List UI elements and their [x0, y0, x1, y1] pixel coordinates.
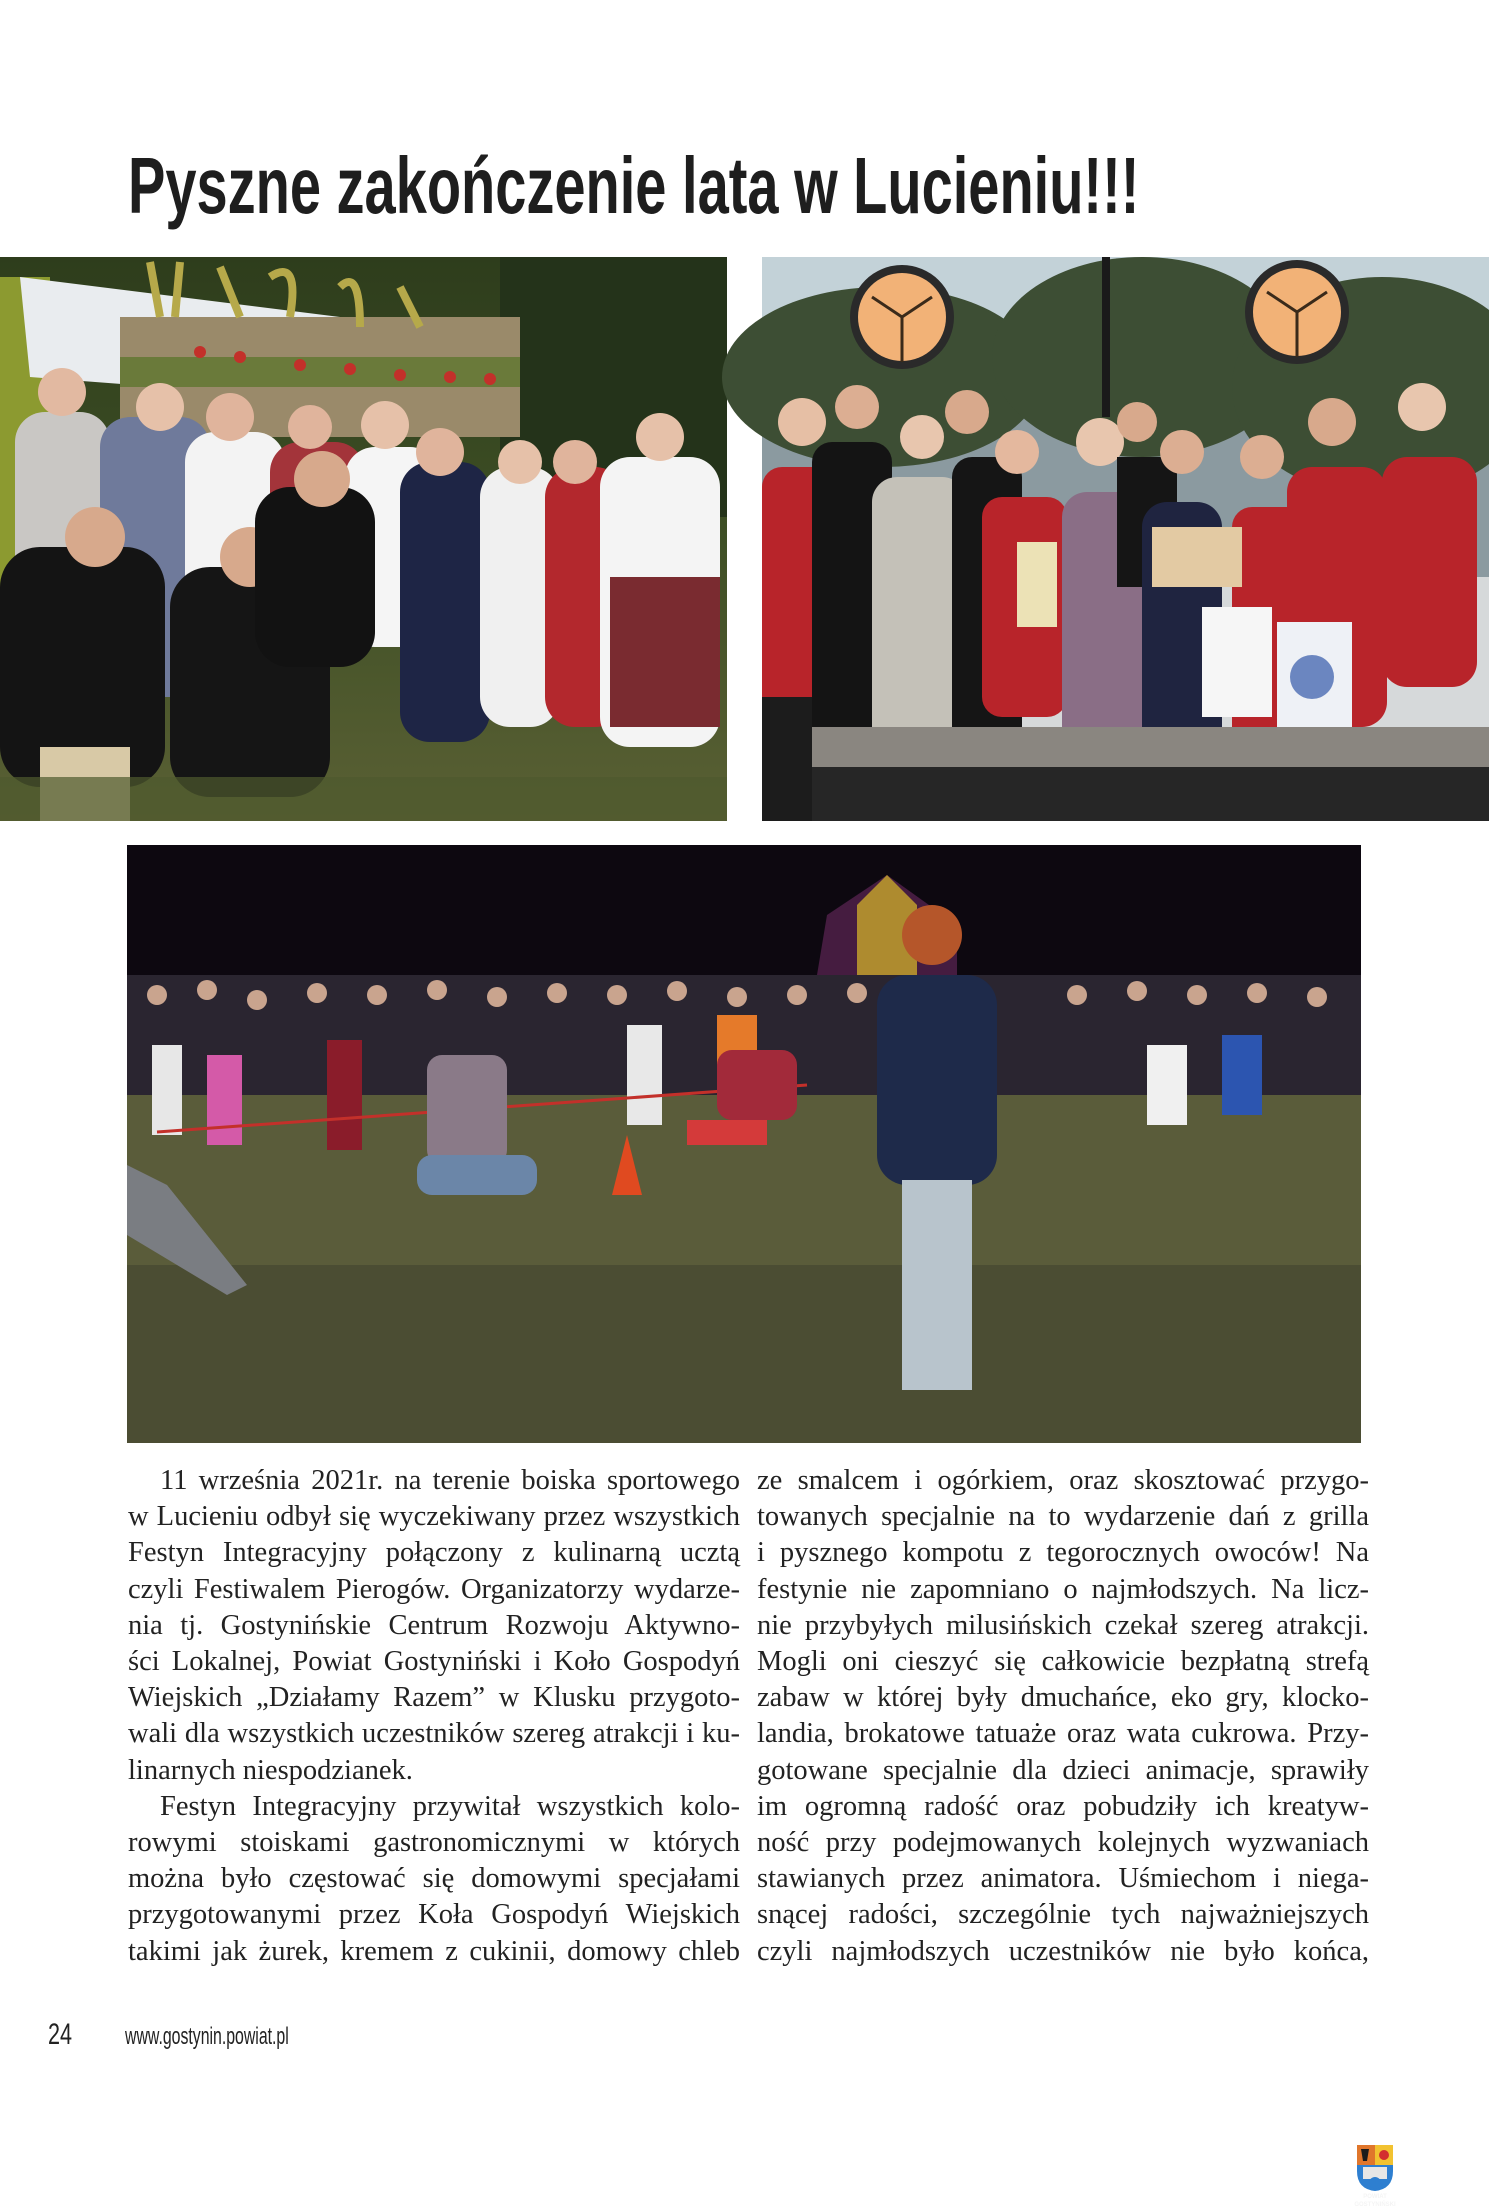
photo-group-at-booth: [0, 257, 727, 821]
paragraph-1: [128, 1463, 740, 1789]
footer-website-url: www.gostynin.powiat.pl: [125, 2023, 289, 2050]
text-line: i pysznego kompotu z tegorocznych owoców! Na: [757, 1537, 1369, 1569]
article-title: Pyszne zakończenie lata w Lucieniu!!!: [128, 141, 1140, 230]
text-line: czyli najmłodszych uczestników nie było końca,: [757, 1935, 1369, 1967]
text-line: wali dla wszystkich uczestników szereg atrakcji i ku-: [128, 1718, 740, 1750]
text-line: można było częstować się domowymi specjałami: [128, 1863, 740, 1895]
text-line: linarnych niespodzianek.: [128, 1754, 413, 1786]
text-line: towanych specjalnie na to wydarzenie dań z grilla: [757, 1501, 1369, 1533]
text-line: ze smalcem i ogórkiem, oraz skosztować przygo-: [757, 1465, 1369, 1496]
article-column-1: [128, 1463, 740, 1970]
article-column-2: [757, 1463, 1369, 1970]
paragraph-2-continued: [757, 1463, 1369, 1970]
paragraph-2: [128, 1789, 740, 1970]
text-line: Festyn Integracyjny połączony z kulinarną ucztą: [128, 1537, 740, 1569]
powiat-coat-of-arms-watermark: [1355, 2143, 1395, 2209]
text-line: takimi jak żurek, kremem z cukinii, domowy chleb: [128, 1935, 740, 1967]
text-line: zabaw w której były dmuchańce, eko gry, klocko-: [757, 1682, 1369, 1714]
text-line: nia tj. Gostynińskie Centrum Rozwoju Aktywno-: [128, 1609, 740, 1641]
text-line: ność przy podejmowanych kolejnych wyzwaniach: [757, 1827, 1369, 1859]
text-line: stawianych przez animatora. Uśmiechom i niega-: [757, 1863, 1369, 1895]
text-line: nie przybyłych milusińskich czekał szereg atrakcji.: [757, 1609, 1369, 1641]
text-line: 11 września 2021r. na terenie boiska sportowego: [160, 1465, 740, 1496]
text-line: im ogromną radość oraz pobudziły ich kreatyw-: [757, 1790, 1369, 1822]
watermark-label-powiat: POWIAT: [1363, 2194, 1387, 2200]
page-number: 24: [48, 2018, 73, 2051]
text-line: w Lucieniu odbył się wyczekiwany przez wszystkich: [128, 1501, 740, 1533]
watermark-label-gostyninski: GOSTYNIŃSKI: [1354, 2202, 1396, 2208]
text-line: przygotowanymi przez Koła Gospodyń Wiejskich: [128, 1899, 740, 1931]
text-line: festynie nie zapomniano o najmłodszych. Na licz-: [757, 1573, 1369, 1605]
text-line: rowymi stoiskami gastronomicznymi w których: [128, 1827, 740, 1859]
photo-award-on-stage: [762, 257, 1489, 821]
text-line: ści Lokalnej, Powiat Gostyniński i Koło Gospodyń: [128, 1646, 740, 1678]
text-line: Mogli oni cieszyć się całkowicie bezpłatną strefą: [757, 1646, 1369, 1678]
text-line: Wiejskich „Działamy Razem” w Klusku przygoto-: [128, 1682, 740, 1714]
text-line: gotowane specjalnie dla dzieci animacje, sprawiły: [757, 1754, 1369, 1786]
text-line: landia, brokatowe tatuaże oraz wata cukrowa. Przy-: [757, 1718, 1369, 1750]
text-line: Festyn Integracyjny przywitał wszystkich kolo-: [160, 1790, 740, 1822]
text-line: snącej radości, szczególnie tych najważniejszych: [757, 1899, 1369, 1931]
text-line: czyli Festiwalem Pierogów. Organizatorzy wydarze-: [128, 1573, 740, 1605]
